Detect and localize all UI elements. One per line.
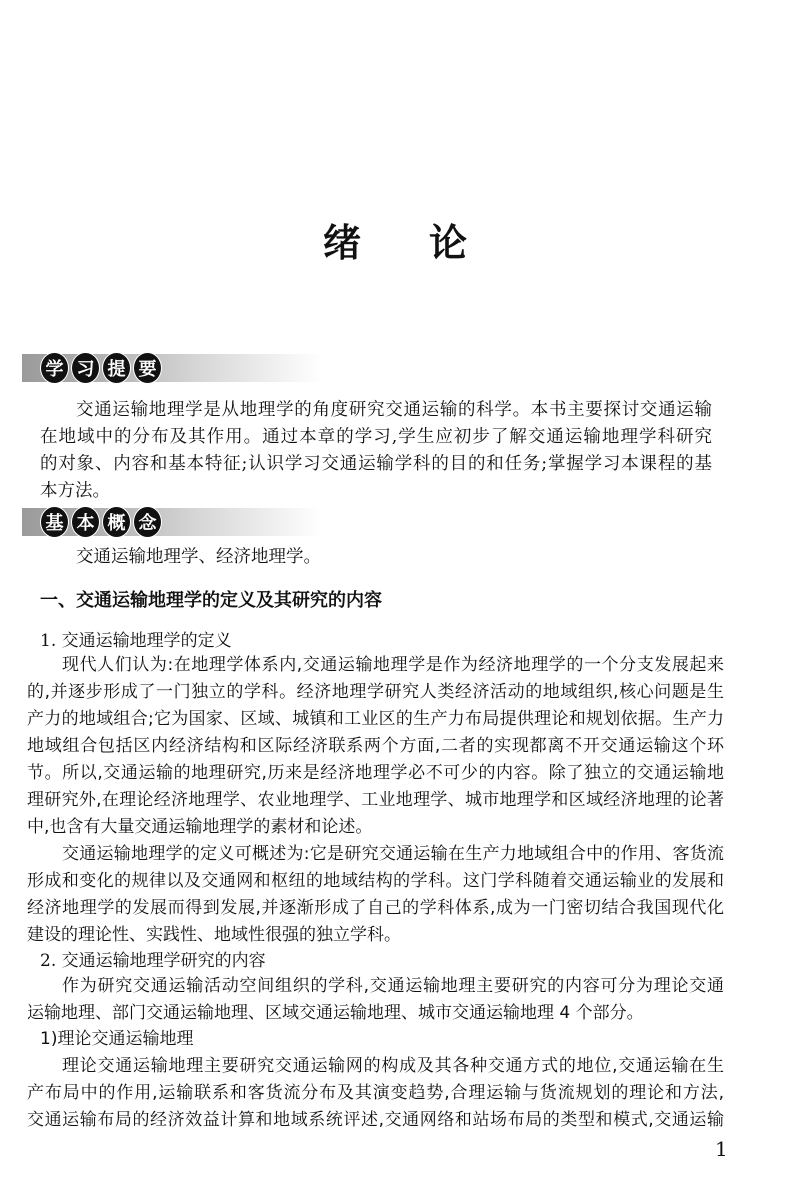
page-number: 1 [715, 1137, 728, 1161]
badge-char: 念 [133, 506, 162, 538]
text-line: 理论交通运输地理主要研究交通运输网的构成及其各种交通方式的地位,交通运输在生 [62, 1056, 724, 1076]
text-line: 本方法。 [40, 481, 110, 501]
text-line: 交通运输地理学是从地理学的角度研究交通运输的科学。本书主要探讨交通运输 [76, 400, 712, 420]
badge-char: 要 [133, 352, 162, 384]
basic-concepts-badge [22, 508, 322, 536]
section-heading: 一、交通运输地理学的定义及其研究的内容 [40, 590, 382, 611]
text-line: 经济地理学的发展而得到发展,并逐渐形成了自己的学科体系,成为一门密切结合我国现代化 [27, 898, 724, 918]
text-line: 产力的地域组合;它为国家、区域、城镇和工业区的生产力布局提供理论和规划依据。生产力 [27, 709, 724, 729]
text-line: 作为研究交通运输活动空间组织的学科,交通运输地理主要研究的内容可分为理论交通 [62, 976, 724, 996]
badge-char: 本 [71, 506, 100, 538]
title-char: 论 [429, 221, 468, 265]
text-line: 中,也含有大量交通运输地理学的素材和论述。 [27, 817, 373, 837]
text-line: 在地域中的分布及其作用。通过本章的学习,学生应初步了解交通运输地理学科研究 [40, 427, 712, 447]
text-line: 的对象、内容和基本特征;认识学习交通运输学科的目的和任务;掌握学习本课程的基 [40, 454, 712, 474]
text-line: 交通运输地理学的定义可概述为:它是研究交通运输在生产力地域组合中的作用、客货流 [62, 844, 724, 864]
badge-char: 概 [102, 506, 131, 538]
chapter-title [0, 212, 790, 267]
text-line: 地域组合包括区内经济结构和区际经济联系两个方面,二者的实现都离不开交通运输这个环 [27, 736, 724, 756]
badge-char: 基 [40, 506, 69, 538]
text-line: 交通运输布局的经济效益计算和地域系统评述,交通网络和站场布局的类型和模式,交通运输 [27, 1110, 724, 1130]
badge-char: 学 [40, 352, 69, 384]
badge-char: 习 [71, 352, 100, 384]
text-line: 现代人们认为:在地理学体系内,交通运输地理学是作为经济地理学的一个分支发展起来 [62, 655, 724, 675]
text-line: 运输地理、部门交通运输地理、区域交通运输地理、城市交通运输地理 4 个部分。 [27, 1003, 644, 1023]
text-line: 理研究外,在理论经济地理学、农业地理学、工业地理学、城市地理学和区域经济地理的论著 [27, 790, 724, 810]
text-line: 产布局中的作用,运输联系和客货流分布及其演变趋势,合理运输与货流规划的理论和方法, [27, 1083, 724, 1103]
subsection-heading: 1)理论交通运输地理 [40, 1029, 194, 1049]
title-char: 绪 [322, 221, 361, 265]
badge-char: 提 [102, 352, 131, 384]
text-line: 建设的理论性、实践性、地域性很强的独立学科。 [27, 925, 401, 945]
subsection-heading: 1. 交通运输地理学的定义 [40, 631, 232, 651]
study-summary-badge [22, 354, 322, 382]
text-line: 形成和变化的规律以及交通网和枢纽的地域结构的学科。这门学科随着交通运输业的发展和 [27, 871, 724, 891]
text-line: 的,并逐步形成了一门独立的学科。经济地理学研究人类经济活动的地域组织,核心问题是生 [27, 682, 724, 702]
concepts-text: 交通运输地理学、经济地理学。 [76, 547, 321, 567]
subsection-heading: 2. 交通运输地理学研究的内容 [40, 951, 266, 971]
text-line: 节。所以,交通运输的地理研究,历来是经济地理学必不可少的内容。除了独立的交通运输地 [27, 763, 724, 783]
